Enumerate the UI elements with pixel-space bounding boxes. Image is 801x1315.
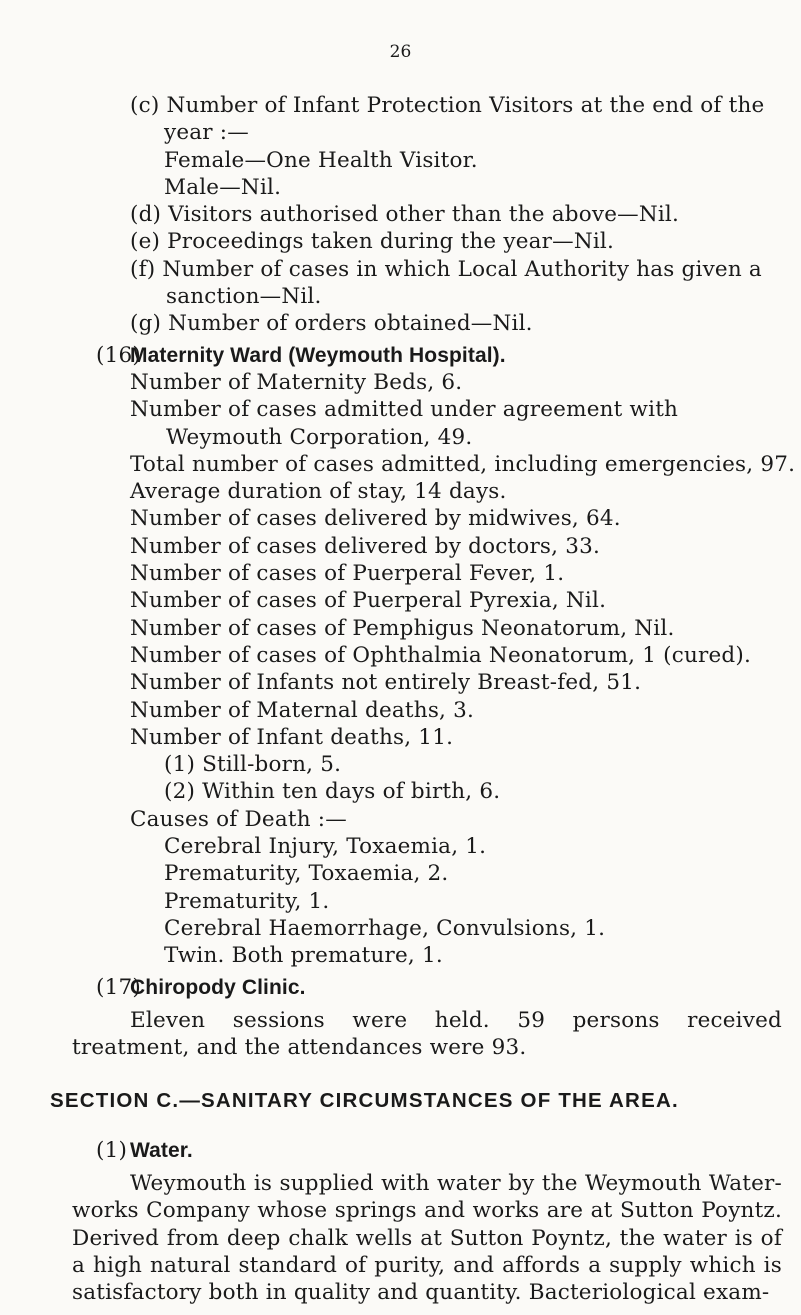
chiropody-heading-row xyxy=(72,974,782,1001)
page-content xyxy=(50,92,796,1306)
page-number: 26 xyxy=(389,42,412,62)
water-text: Weymouth is supplied with water by the Weymouth Water-works Company whose springs and works are at Sutton Poyntz. Derived from deep chalk wells at Sutton Poyntz, the water is of a high natural standard of purity, and affords a supply which is satisfactory both in quality and quantity. Bacteriological exam- xyxy=(72,1170,782,1306)
cause-2: Prematurity, 1. xyxy=(164,888,330,914)
item-c-line2: year :— xyxy=(164,120,249,146)
maternity-line-3: Average duration of stay, 14 days. xyxy=(130,479,507,505)
maternity-line-5: Number of cases delivered by doctors, 33. xyxy=(130,533,601,559)
maternity-line-4: Number of cases delivered by midwives, 64. xyxy=(130,506,621,532)
maternity-line-11: Number of Maternal deaths, 3. xyxy=(130,697,475,723)
item-c-female: Female—One Health Visitor. xyxy=(164,147,478,173)
item-f: (f) Number of cases in which Local Authority has given a sanction—Nil. xyxy=(130,256,762,310)
cause-1: Prematurity, Toxaemia, 2. xyxy=(164,861,449,887)
maternity-line-7: Number of cases of Puerperal Pyrexia, Nil. xyxy=(130,588,607,614)
water-number: (1) xyxy=(96,1137,128,1163)
maternity-number: (16) xyxy=(96,342,141,368)
maternity-line-2: Total number of cases admitted, including emergencies, 97. xyxy=(130,451,796,477)
item-c-male: Male—Nil. xyxy=(164,174,282,200)
causes-of-death-label: Causes of Death :— xyxy=(130,806,347,832)
maternity-line-12: Number of Infant deaths, 11. xyxy=(130,724,454,750)
item-c-line1: (c) Number of Infant Protection Visitors at the end of the xyxy=(130,93,765,118)
maternity-line-8: Number of cases of Pemphigus Neonatorum, Nil. xyxy=(130,615,675,641)
cause-0: Cerebral Injury, Toxaemia, 1. xyxy=(164,834,487,860)
section-c-heading: SECTION C.—SANITARY CIRCUMSTANCES OF THE AREA. xyxy=(50,1089,679,1113)
maternity-sub-item-1: (2) Within ten days of birth, 6. xyxy=(164,779,501,805)
maternity-heading: Maternity Ward (Weymouth Hospital). xyxy=(130,343,506,367)
maternity-heading-row xyxy=(72,342,782,369)
maternity-line-1: Number of cases admitted under agreement with Weymouth Corporation, 49. xyxy=(130,397,679,450)
chiropody-number: (17) xyxy=(96,974,141,1000)
chiropody-heading: Chiropody Clinic. xyxy=(130,975,306,999)
item-e: (e) Proceedings taken during the year—Nil. xyxy=(130,229,615,255)
maternity-line-9: Number of cases of Ophthalmia Neonatorum, 1 (cured). xyxy=(130,642,752,668)
item-d: (d) Visitors authorised other than the above—Nil. xyxy=(130,202,680,228)
chiropody-text: Eleven sessions were held. 59 persons received treatment, and the attendances were 93. xyxy=(72,1007,782,1061)
water-heading: Water. xyxy=(130,1138,193,1162)
cause-3: Cerebral Haemorrhage, Convulsions, 1. xyxy=(164,915,606,941)
maternity-line-10: Number of Infants not entirely Breast-fed, 51. xyxy=(130,670,642,696)
item-g: (g) Number of orders obtained—Nil. xyxy=(130,311,533,337)
cause-4: Twin. Both premature, 1. xyxy=(164,943,443,969)
maternity-line-0: Number of Maternity Beds, 6. xyxy=(130,369,463,395)
maternity-sub-item-0: (1) Still-born, 5. xyxy=(164,752,342,778)
maternity-line-6: Number of cases of Puerperal Fever, 1. xyxy=(130,561,565,587)
water-heading-row xyxy=(72,1137,782,1164)
